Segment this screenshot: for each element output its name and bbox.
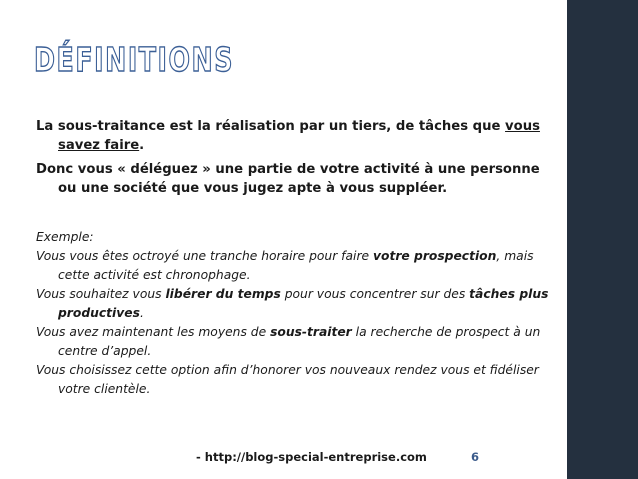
definition-block [36, 117, 556, 198]
ex2-a: Vous souhaitez vous [36, 287, 166, 301]
slide-title [32, 33, 295, 81]
slide-title-text: DÉFINITIONS [34, 40, 295, 79]
ex1-b: votre prospection [373, 249, 497, 263]
example-paragraph-1 [36, 247, 556, 285]
ex1-a: Vous vous êtes octroyé une tranche horaire pour faire [36, 249, 373, 263]
definition-paragraph-1 [36, 117, 556, 155]
ex3-b: sous-traiter [270, 325, 352, 339]
ex2-b: libérer du temps [165, 287, 281, 301]
definition-text-1a: La sous-traitance est la réalisation par un tiers, de tâches que [36, 119, 506, 134]
example-paragraph-4: Vous choisissez cette option afin d’honorer vos nouveaux rendez vous et fidéliser votre clientèle. [36, 363, 539, 396]
example-paragraph-3 [36, 323, 556, 361]
example-block [36, 228, 556, 399]
ex3-a: Vous avez maintenant les moyens de [36, 325, 271, 339]
slide-sidebar [567, 0, 638, 479]
ex2-c: pour vous concentrer sur des [280, 287, 470, 301]
example-label: Exemple: [36, 230, 94, 244]
footer-link[interactable]: - http://blog-special-entreprise.com [196, 450, 427, 464]
definition-paragraph-2: Donc vous « déléguez » une partie de votre activité à une personne ou une société que vous jugez apte à vous suppléer. [36, 162, 540, 196]
example-paragraph-2 [36, 285, 556, 323]
definition-underlined: vous savez faire [58, 119, 540, 153]
page-number: 6 [471, 450, 480, 464]
ex2-d: tâches plus productives [58, 287, 549, 320]
ex3-c: la recherche de prospect à un centre d’appel. [58, 325, 541, 358]
ex1-c: , mais cette activité est chronophage. [58, 249, 534, 282]
definition-text-1c: . [139, 138, 145, 153]
ex2-e: . [139, 306, 144, 320]
